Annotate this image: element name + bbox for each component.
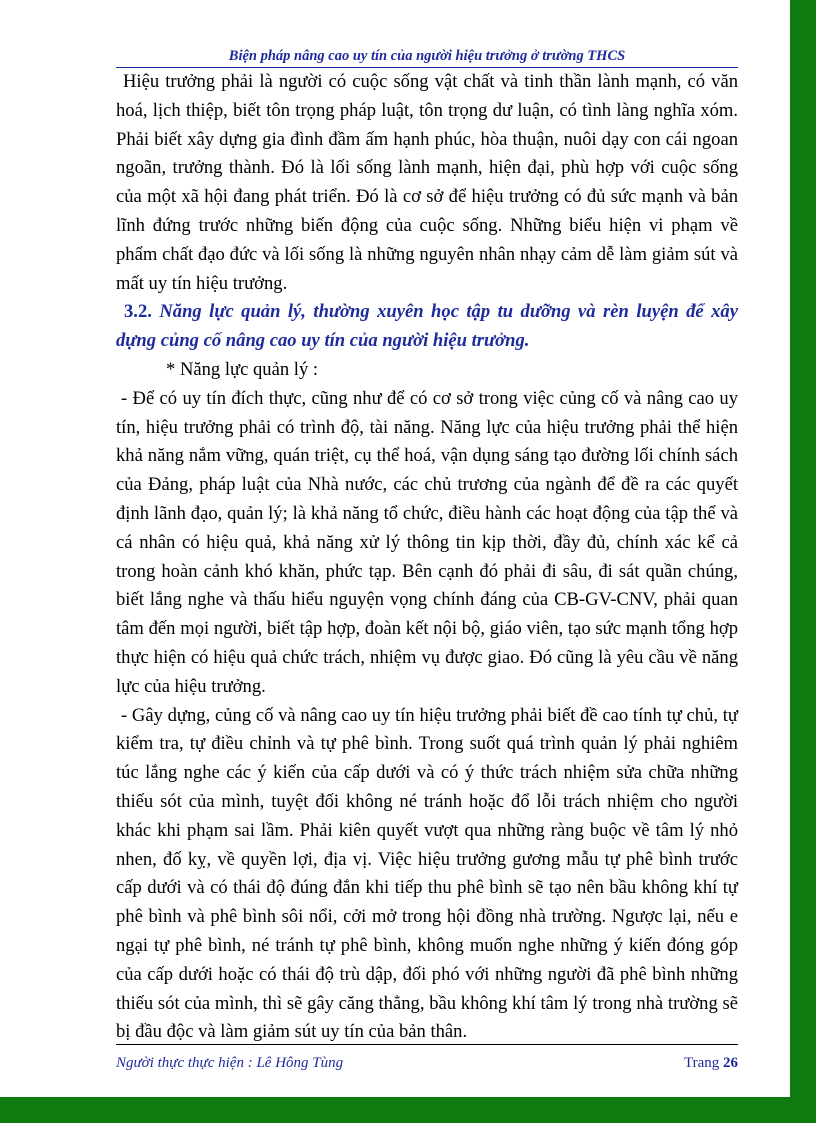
running-header bbox=[116, 48, 738, 68]
page-footer bbox=[116, 1044, 738, 1072]
paragraph-3: - Gây dựng, củng cố và nâng cao uy tín hiệu trưởng phải biết đề cao tính tự chủ, tự kiểm tra, tự điều chỉnh và tự phê bình. Trong suốt quá trình quản lý phải nghiêm túc lắng nghe các ý kiến của cấp dưới và có ý thức trách nhiệm sửa chữa những thiếu sót của mình, tuyệt đối không né tránh hoặc đổ lỗi trách nhiệm cho người khác khi phạm sai lầm. Phải kiên quyết vượt qua những ràng buộc về tâm lý nhỏ nhen, đố kỵ, về quyền lợi, địa vị. Việc hiệu trưởng gương mẫu tự phê bình trước cấp dưới và có thái độ đúng đắn khi tiếp thu phê bình sẽ tạo nên bầu không khí tự phê bình và phê bình sôi nổi, cởi mở trong hội đồng nhà trường. Ngược lại, nếu e ngại tự phê bình, né tránh tự phê bình, không muốn nghe những ý kiến đóng góp của cấp dưới hoặc có thái độ trù dập, đối phó với những người đã phê bình những thiếu sót của mình, thì sẽ gây căng thẳng, bầu không khí tâm lý trong nhà trường sẽ bị đầu độc và làm giảm sút uy tín của bản thân. bbox=[116, 704, 738, 1043]
page-label: Trang bbox=[683, 1055, 720, 1071]
page-number: 26 bbox=[723, 1055, 738, 1071]
paragraph-2: - Để có uy tín đích thực, cũng như để có cơ sở trong việc củng cố và nâng cao uy tín, hiệu trưởng phải có trình độ, tài năng. Năng lực của hiệu trưởng phải thể hiện khả năng nắm vững, quán triệt, cụ thể hoá, vận dụng sáng tạo đường lối chính sách của Đảng, pháp luật của Nhà nước, các chủ trương của ngành để đề ra các quyết định lãnh đạo, quản lý; là khả năng tổ chức, điều hành các hoạt động của tập thể và cá nhân có hiệu quả, khả năng xử lý thông tin kịp thời, đầy đủ, chính xác kể cả trong hoàn cảnh khó khăn, phức tạp. Bên cạnh đó phải đi sâu, đi sát quần chúng, biết lắng nghe và thấu hiểu nguyện vọng chính đáng của CB-GV-CNV, phải quan tâm đến mọi người, biết tập hợp, đoàn kết nội bộ, giáo viên, tạo sức mạnh tổng hợp thực hiện có hiệu quả chức trách, nhiệm vụ được giao. Đó cũng là yêu cầu về năng lực của hiệu trưởng. bbox=[116, 387, 738, 697]
header-title: Biện pháp nâng cao uy tín của người hiệu trưởng ở trường THCS bbox=[228, 48, 626, 64]
page-indicator bbox=[684, 1055, 738, 1072]
section-number: 3.2. bbox=[124, 301, 152, 323]
footer-author: Người thực thực hiện : Lê Hông Tùng bbox=[116, 1055, 344, 1071]
paragraph-1: Hiệu trưởng phải là người có cuộc sống vật chất và tinh thần lành mạnh, có văn hoá, lịch thiệp, biết tôn trọng pháp luật, tôn trọng dư luận, có tình làng nghĩa xóm. Phải biết xây dựng gia đình đầm ấm hạnh phúc, hòa thuận, nuôi dạy con cái ngoan ngoãn, trưởng thành. Đó là lối sống lành mạnh, hiện đại, phù hợp với cuộc sống của một xã hội đang phát triển. Đó là cơ sở để hiệu trưởng có đủ sức mạnh và bản lĩnh đứng trước những biến động của cuộc sống. Những biểu hiện vi phạm về phẩm chất đạo đức và lối sống là những nguyên nhân nhạy cảm dễ làm giảm sút và mất uy tín hiệu trưởng. bbox=[116, 71, 738, 294]
section-title: Năng lực quản lý, thường xuyên học tập tu dưỡng và rèn luyện để xây dựng củng cố nâng cao uy tín của người hiệu trưởng. bbox=[116, 301, 738, 352]
section-heading bbox=[116, 298, 738, 356]
document-body bbox=[116, 68, 738, 1047]
subheading: * Năng lực quản lý : bbox=[166, 358, 319, 380]
